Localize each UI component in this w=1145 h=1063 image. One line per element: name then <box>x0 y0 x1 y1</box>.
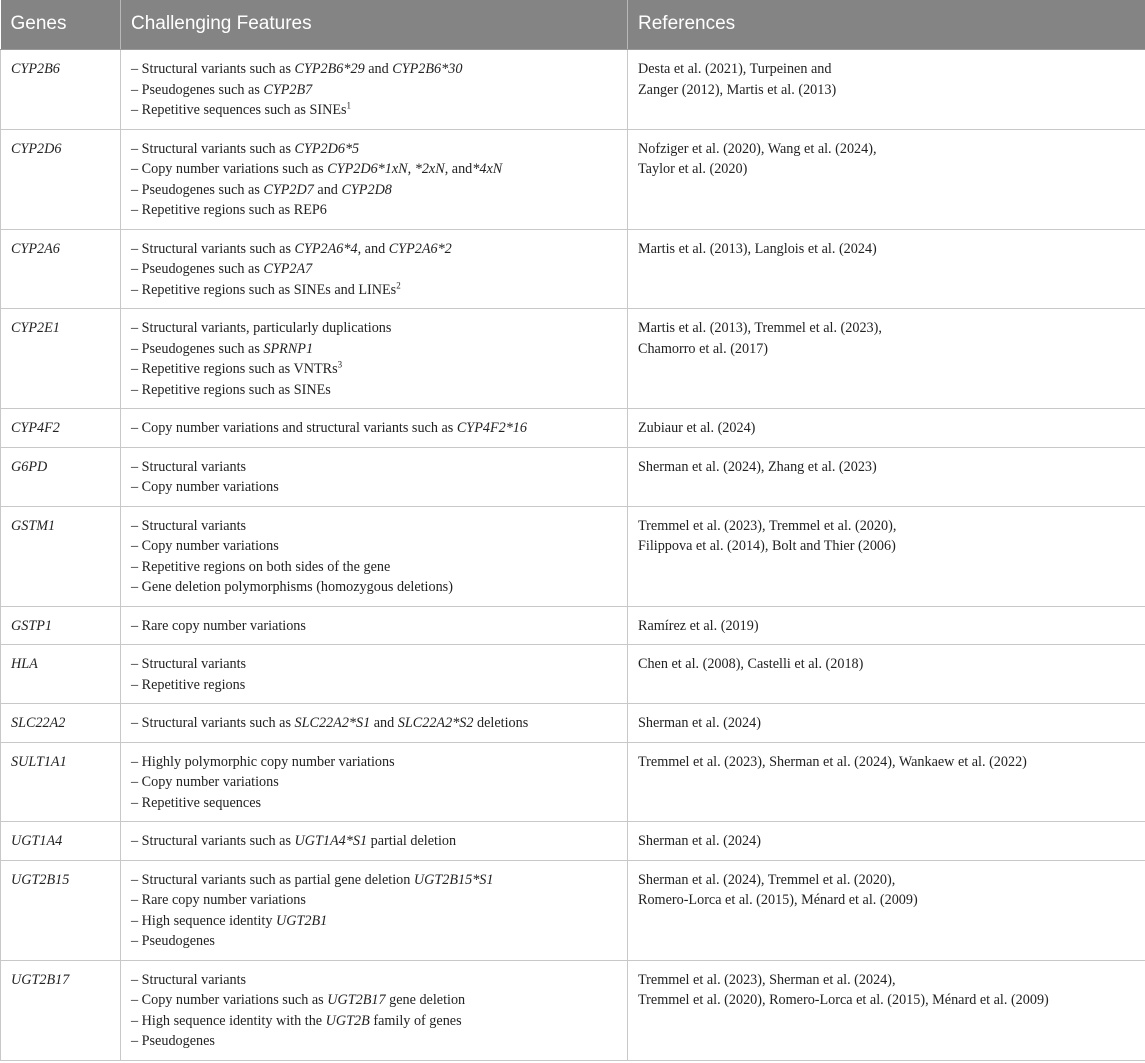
feature-line <box>131 890 617 911</box>
feature-text: – Structural variants such as <box>131 715 295 731</box>
feature-text: gene deletion <box>385 992 466 1008</box>
feature-line <box>131 831 617 852</box>
feature-line <box>131 931 617 952</box>
header-row <box>1 0 1145 50</box>
allele-name: *4xN <box>472 161 503 177</box>
references-cell <box>628 645 1145 704</box>
footnote-marker: 3 <box>337 359 343 370</box>
feature-line <box>131 577 617 598</box>
features-cell <box>121 960 628 1060</box>
feature-text: – Repetitive sequences such as SINEs <box>131 102 347 118</box>
feature-text: – Structural variants such as <box>131 140 295 157</box>
features-cell <box>121 860 628 960</box>
feature-line <box>131 159 617 180</box>
feature-line <box>131 654 617 675</box>
gene-cell: CYP2D6 <box>1 129 121 229</box>
feature-text: – Structural variants <box>131 656 247 672</box>
gene-cell: UGT1A4 <box>1 822 121 861</box>
allele-name: CYP2D6*1xN <box>327 161 408 177</box>
reference-line: Martis et al. (2013), Langlois et al. (2024) <box>638 240 877 257</box>
features-cell <box>121 309 628 409</box>
table-row <box>1 645 1145 704</box>
feature-text: – Repetitive regions such as SINEs and LINEs <box>131 281 397 298</box>
feature-line <box>131 990 617 1011</box>
header-genes: Genes <box>1 0 121 50</box>
feature-text: – Copy number variations such as <box>131 161 328 177</box>
reference-line: Chen et al. (2008), Castelli et al. (2018) <box>638 656 864 672</box>
references-cell <box>628 409 1145 448</box>
features-cell <box>121 742 628 822</box>
allele-name: UGT1A4*S1 <box>294 833 368 849</box>
feature-text: , and <box>357 240 389 257</box>
table-body <box>1 50 1145 1061</box>
feature-line <box>131 318 617 339</box>
feature-text: – Pseudogenes such as <box>131 261 264 277</box>
feature-text: – Rare copy number variations <box>131 892 306 908</box>
feature-text: – Copy number variations such as <box>131 992 328 1008</box>
feature-text: , <box>407 161 415 177</box>
feature-line <box>131 752 617 773</box>
reference-line: Ramírez et al. (2019) <box>638 617 759 634</box>
features-cell <box>121 506 628 606</box>
feature-line <box>131 477 617 498</box>
feature-text: – Pseudogenes such as <box>131 81 264 98</box>
feature-line <box>131 675 617 696</box>
reference-line: Romero-Lorca et al. (2015), Ménard et al. (2009) <box>638 892 918 908</box>
gene-cell: GSTP1 <box>1 606 121 645</box>
gene-cell: UGT2B15 <box>1 860 121 960</box>
table-row <box>1 309 1145 409</box>
feature-text: and <box>364 61 393 77</box>
table-row <box>1 860 1145 960</box>
reference-line: Chamorro et al. (2017) <box>638 340 769 357</box>
feature-text: – High sequence identity <box>131 912 276 929</box>
allele-name: CYP2B6*29 <box>294 61 365 77</box>
allele-name: CYP2B7 <box>263 81 313 98</box>
feature-line <box>131 772 617 793</box>
feature-line <box>131 970 617 991</box>
feature-text: partial deletion <box>367 833 457 849</box>
header-references: References <box>628 0 1145 50</box>
feature-text: family of genes <box>369 1012 462 1029</box>
feature-text: – Structural variants such as <box>131 240 295 257</box>
footnote-marker: 2 <box>396 279 401 290</box>
feature-text: – Pseudogenes <box>131 933 215 949</box>
table-row <box>1 606 1145 645</box>
feature-text: – Repetitive regions on both sides of the gene <box>131 558 391 575</box>
table-row <box>1 447 1145 506</box>
reference-line: Tremmel et al. (2023), Sherman et al. (2024), <box>638 971 896 988</box>
feature-line <box>131 180 617 201</box>
reference-line: Taylor et al. (2020) <box>638 161 748 177</box>
header-challenging-features: Challenging Features <box>121 0 628 50</box>
feature-line <box>131 380 617 401</box>
table-row <box>1 229 1145 309</box>
feature-line <box>131 359 617 380</box>
reference-line: Zanger (2012), Martis et al. (2013) <box>638 81 837 98</box>
allele-name: CYP2A6*4 <box>294 240 358 257</box>
feature-text: – Pseudogenes <box>131 1033 215 1049</box>
features-cell <box>121 447 628 506</box>
feature-line <box>131 80 617 101</box>
reference-line: Sherman et al. (2024) <box>638 833 761 849</box>
table-row <box>1 742 1145 822</box>
feature-text: – Copy number variations <box>131 538 279 554</box>
feature-line <box>131 139 617 160</box>
references-cell <box>628 960 1145 1060</box>
allele-name: CYP2A6*2 <box>388 240 452 257</box>
feature-line <box>131 516 617 537</box>
references-cell <box>628 860 1145 960</box>
footnote-marker: 1 <box>346 100 352 111</box>
allele-name: CYP2B6*30 <box>392 61 463 77</box>
feature-line <box>131 911 617 932</box>
feature-line <box>131 870 617 891</box>
features-cell <box>121 704 628 743</box>
feature-text: – Repetitive regions such as VNTRs <box>131 361 338 377</box>
allele-name: UGT2B17 <box>327 992 386 1008</box>
references-cell <box>628 704 1145 743</box>
table-row <box>1 506 1145 606</box>
reference-line: Zubiaur et al. (2024) <box>638 420 756 436</box>
reference-line: Filippova et al. (2014), Bolt and Thier (2006) <box>638 538 896 554</box>
gene-cell: CYP4F2 <box>1 409 121 448</box>
feature-line <box>131 239 617 260</box>
references-cell <box>628 447 1145 506</box>
feature-text: – Copy number variations <box>131 479 279 495</box>
feature-line <box>131 100 617 121</box>
table-row <box>1 409 1145 448</box>
allele-name: UGT2B1 <box>276 912 328 929</box>
gene-cell: GSTM1 <box>1 506 121 606</box>
feature-line <box>131 200 617 221</box>
gene-cell: UGT2B17 <box>1 960 121 1060</box>
feature-text: – Repetitive regions <box>131 676 246 693</box>
allele-name: CYP2D8 <box>341 181 392 198</box>
allele-name: CYP2D6*5 <box>294 140 360 157</box>
table-row <box>1 129 1145 229</box>
feature-text: deletions <box>473 715 529 731</box>
reference-line: Tremmel et al. (2023), Tremmel et al. (2020), <box>638 517 897 534</box>
feature-line <box>131 1031 617 1052</box>
reference-line: Desta et al. (2021), Turpeinen and <box>638 61 832 77</box>
references-cell <box>628 229 1145 309</box>
feature-line <box>131 457 617 478</box>
feature-text: , and <box>444 161 473 177</box>
feature-text: – Structural variants such as <box>131 61 295 77</box>
feature-text: – Repetitive regions such as REP6 <box>131 202 327 218</box>
allele-name: SLC22A2*S2 <box>397 715 474 731</box>
feature-text: – Structural variants <box>131 517 247 534</box>
table-row <box>1 50 1145 130</box>
feature-text: – Structural variants such as partial gene deletion <box>131 871 414 888</box>
feature-line <box>131 793 617 814</box>
references-cell <box>628 742 1145 822</box>
feature-text: – Pseudogenes such as <box>131 340 264 357</box>
feature-text: – Structural variants <box>131 458 247 475</box>
feature-text: and <box>370 715 398 731</box>
features-cell <box>121 50 628 130</box>
feature-line <box>131 418 617 439</box>
feature-line <box>131 557 617 578</box>
reference-line: Sherman et al. (2024), Zhang et al. (2023) <box>638 458 877 475</box>
features-cell <box>121 409 628 448</box>
feature-text: – Structural variants <box>131 971 247 988</box>
feature-text: – Copy number variations <box>131 774 279 790</box>
gene-cell: CYP2E1 <box>1 309 121 409</box>
gene-cell: HLA <box>1 645 121 704</box>
feature-text: – Pseudogenes such as <box>131 181 264 198</box>
feature-text: – Repetitive regions such as SINEs <box>131 381 331 398</box>
features-cell <box>121 229 628 309</box>
allele-name: *2xN <box>414 161 445 177</box>
feature-text: – Highly polymorphic copy number variations <box>131 753 395 770</box>
reference-line: Sherman et al. (2024) <box>638 715 761 731</box>
features-cell <box>121 129 628 229</box>
feature-text: – Gene deletion polymorphisms (homozygous deletions) <box>131 579 453 595</box>
reference-line: Sherman et al. (2024), Tremmel et al. (2020), <box>638 871 896 888</box>
feature-text: – Copy number variations and structural variants such as <box>131 420 457 436</box>
gene-cell: SULT1A1 <box>1 742 121 822</box>
references-cell <box>628 50 1145 130</box>
features-cell <box>121 822 628 861</box>
feature-line <box>131 616 617 637</box>
references-cell <box>628 606 1145 645</box>
reference-line: Nofziger et al. (2020), Wang et al. (2024), <box>638 140 877 157</box>
allele-name: UGT2B <box>325 1012 370 1029</box>
feature-text: – Structural variants such as <box>131 833 295 849</box>
allele-name: SLC22A2*S1 <box>294 715 371 731</box>
references-cell <box>628 822 1145 861</box>
feature-text: and <box>313 181 342 198</box>
allele-name: UGT2B15*S1 <box>413 871 494 888</box>
gene-cell: G6PD <box>1 447 121 506</box>
references-cell <box>628 309 1145 409</box>
allele-name: SPRNP1 <box>263 340 314 357</box>
feature-text: – Rare copy number variations <box>131 617 306 634</box>
features-cell <box>121 606 628 645</box>
gene-cell: CYP2B6 <box>1 50 121 130</box>
references-cell <box>628 129 1145 229</box>
feature-line <box>131 1011 617 1032</box>
allele-name: CYP2D7 <box>263 181 314 198</box>
references-cell <box>628 506 1145 606</box>
allele-name: CYP2A7 <box>263 261 313 277</box>
reference-line: Martis et al. (2013), Tremmel et al. (2023), <box>638 320 882 336</box>
feature-line <box>131 536 617 557</box>
feature-line <box>131 259 617 280</box>
gene-cell: SLC22A2 <box>1 704 121 743</box>
features-cell <box>121 645 628 704</box>
feature-text: – Structural variants, particularly duplications <box>131 320 392 336</box>
table-row <box>1 822 1145 861</box>
table-row <box>1 704 1145 743</box>
feature-line <box>131 713 617 734</box>
feature-line <box>131 339 617 360</box>
table-row <box>1 960 1145 1060</box>
feature-text: – High sequence identity with the <box>131 1012 326 1029</box>
allele-name: CYP4F2*16 <box>456 420 527 436</box>
reference-line: Tremmel et al. (2020), Romero-Lorca et al. (2015), Ménard et al. (2009) <box>638 992 1049 1008</box>
gene-cell: CYP2A6 <box>1 229 121 309</box>
feature-line <box>131 59 617 80</box>
feature-text: – Repetitive sequences <box>131 794 262 811</box>
reference-line: Tremmel et al. (2023), Sherman et al. (2024), Wankaew et al. (2022) <box>638 753 1027 770</box>
table-header <box>1 0 1145 50</box>
feature-line <box>131 280 617 301</box>
